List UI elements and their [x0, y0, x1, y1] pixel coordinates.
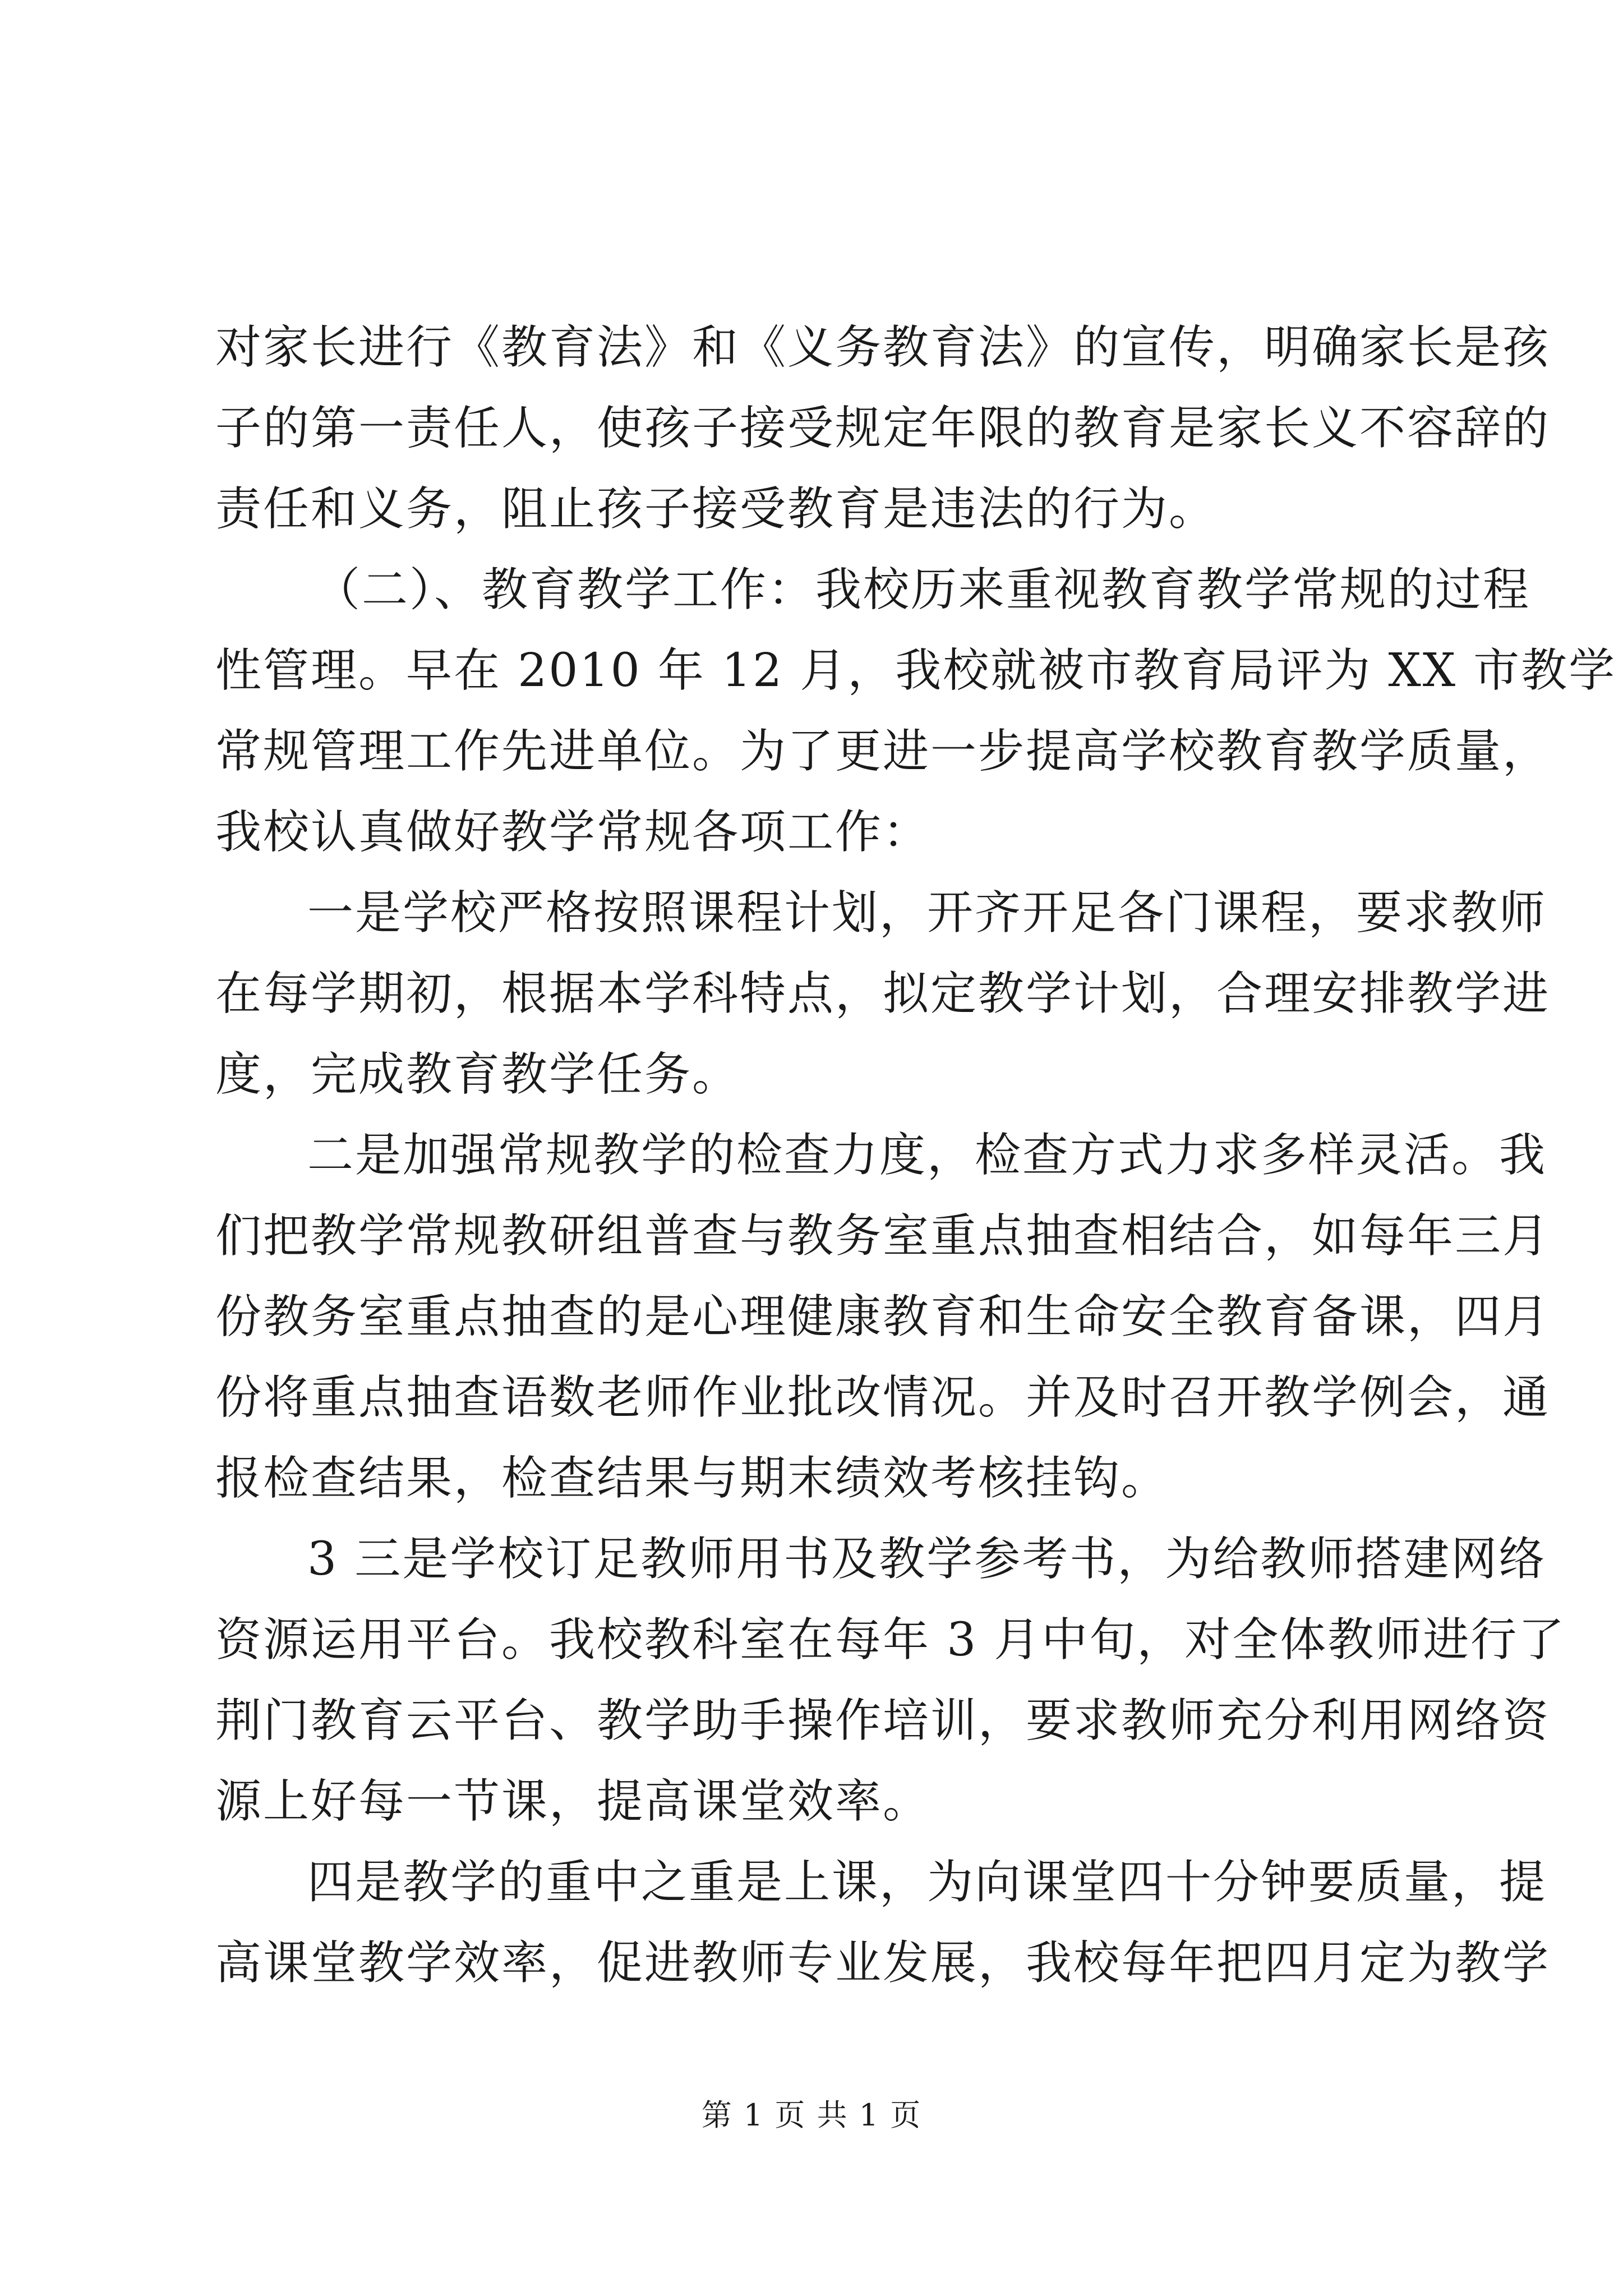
text-line-4: （二）、教育教学工作：我校历来重视教育教学常规的过程 — [314, 563, 1531, 616]
text-line-5: 性管理。早在 2010 年 12 月，我校就被市教育局评为 XX 市教学 — [215, 644, 1617, 697]
text-line-7: 我校认真做好教学常规各项工作： — [215, 806, 931, 859]
text-line-12: 们把教学常规教研组普查与教务室重点抽查相结合，如每年三月 — [215, 1209, 1551, 1263]
text-line-2: 子的第一责任人，使孩子接受规定年限的教育是家长义不容辞的 — [215, 402, 1551, 455]
text-line-21: 高课堂教学效率，促进教师专业发展，我校每年把四月定为教学 — [215, 1936, 1551, 1990]
text-line-6: 常规管理工作先进单位。为了更进一步提高学校教育教学质量， — [215, 725, 1551, 778]
text-line-17: 资源运用平台。我校教科室在每年 3 月中旬，对全体教师进行了 — [215, 1613, 1566, 1667]
body-text — [215, 307, 1617, 2004]
text-line-3: 责任和义务，阻止孩子接受教育是违法的行为。 — [215, 482, 1217, 536]
text-line-14: 份将重点抽查语数老师作业批改情况。并及时召开教学例会，通 — [215, 1371, 1551, 1424]
text-line-15: 报检查结果，检查结果与期末绩效考核挂钩。 — [215, 1452, 1169, 1505]
page-number-footer: 第 1 页 共 1 页 — [701, 2097, 922, 2133]
text-line-10: 度，完成教育教学任务。 — [215, 1048, 740, 1101]
text-line-18: 荆门教育云平台、教学助手操作培训，要求教师充分利用网络资 — [215, 1694, 1551, 1747]
text-line-9: 在每学期初，根据本学科特点，拟定教学计划，合理安排教学进 — [215, 967, 1551, 1020]
text-line-20: 四是教学的重中之重是上课，为向课堂四十分钟要质量，提 — [307, 1856, 1547, 1909]
text-line-16: 3 三是学校订足教师用书及教学参考书，为给教师搭建网络 — [307, 1533, 1547, 1586]
text-line-1: 对家长进行《教育法》和《义务教育法》的宣传，明确家长是孩 — [215, 321, 1551, 374]
text-line-19: 源上好每一节课，提高课堂效率。 — [215, 1775, 931, 1828]
text-line-8: 一是学校严格按照课程计划，开齐开足各门课程，要求教师 — [307, 886, 1547, 940]
text-line-11: 二是加强常规教学的检查力度，检查方式力求多样灵活。我 — [307, 1129, 1547, 1182]
text-line-13: 份教务室重点抽查的是心理健康教育和生命安全教育备课，四月 — [215, 1290, 1551, 1343]
